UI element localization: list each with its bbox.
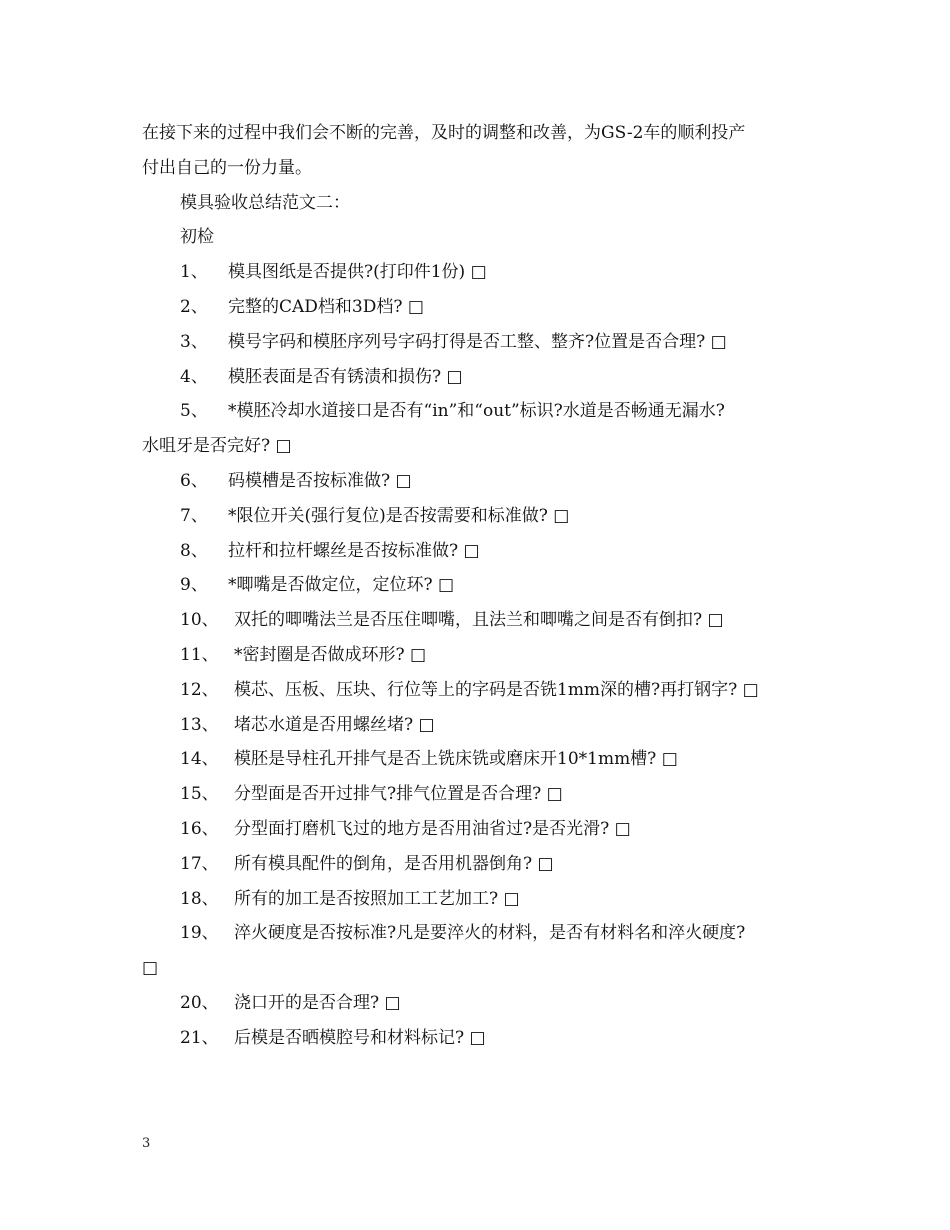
checklist-item: [142, 360, 812, 395]
intro-line-2: 付出自己的一份力量。: [142, 157, 312, 178]
checklist-item: [142, 882, 812, 917]
checklist-item: [142, 916, 812, 951]
checklist-item: [142, 708, 812, 743]
item-number: 11、: [180, 644, 219, 665]
checklist-item-continuation: □: [142, 958, 159, 979]
item-text: 堵芯水道是否用螺丝堵? □: [234, 714, 435, 735]
checklist-item: [142, 255, 812, 290]
checklist-item-continuation: 水咀牙是否完好? □: [142, 436, 292, 457]
item-text: 淬火硬度是否按标准?凡是要淬火的材料，是否有材料名和淬火硬度?: [234, 923, 746, 944]
item-number: 4、: [180, 366, 208, 387]
item-text: 分型面是否开过排气?排气位置是否合理? □: [234, 784, 563, 805]
item-number: 3、: [180, 331, 208, 352]
checklist-item: [142, 603, 812, 638]
checklist-item: [142, 394, 812, 429]
item-text: 后模是否晒模腔号和材料标记? □: [234, 1027, 486, 1048]
checklist-item: [142, 325, 812, 360]
item-text: *唧嘴是否做定位，定位环? □: [228, 575, 455, 596]
checklist-item: [142, 986, 812, 1021]
checklist-item: [142, 1021, 812, 1056]
section-title: 模具验收总结范文二：: [180, 192, 350, 213]
item-number: 13、: [180, 714, 219, 735]
item-number: 16、: [180, 818, 219, 839]
item-number: 1、: [180, 262, 208, 283]
item-number: 5、: [180, 401, 208, 422]
item-number: 2、: [180, 296, 208, 317]
item-text: 模胚是导柱孔开排气是否上铣床铣或磨床开10*1mm槽? □: [234, 749, 678, 770]
item-text: 模具图纸是否提供?(打印件1份) □: [228, 262, 487, 283]
item-text: 浇口开的是否合理? □: [234, 992, 401, 1013]
item-text: 分型面打磨机飞过的地方是否用油省过?是否光滑? □: [234, 818, 631, 839]
item-text: 模号字码和模胚序列号字码打得是否工整、整齐?位置是否合理? □: [228, 331, 727, 352]
subsection-title: 初检: [180, 227, 214, 248]
item-number: 15、: [180, 784, 219, 805]
checklist-item: [142, 847, 812, 882]
item-text: *限位开关(强行复位)是否按需要和标准做? □: [228, 505, 570, 526]
item-text: *密封圈是否做成环形? □: [234, 644, 427, 665]
item-number: 20、: [180, 992, 219, 1013]
item-number: 17、: [180, 853, 219, 874]
checklist-item: [142, 638, 812, 673]
item-text: 码模槽是否按标准做? □: [228, 470, 412, 491]
checklist-item: [142, 812, 812, 847]
intro-line-1: 在接下来的过程中我们会不断的完善，及时的调整和改善，为GS-2车的顺利投产: [142, 123, 746, 143]
checklist: [142, 255, 812, 1055]
item-text: 完整的CAD档和3D档? □: [228, 296, 424, 317]
checklist-item: [142, 742, 812, 777]
item-text: 模胚表面是否有锈渍和损伤? □: [228, 366, 463, 387]
checklist-item: [142, 673, 812, 708]
item-text: 双托的唧嘴法兰是否压住唧嘴，且法兰和唧嘴之间是否有倒扣? □: [234, 610, 724, 631]
item-text: 所有的加工是否按照加工工艺加工? □: [234, 888, 520, 909]
item-text: *模胚冷却水道接口是否有“in”和“out”标识?水道是否畅通无漏水?: [228, 401, 725, 422]
item-number: 12、: [180, 679, 219, 700]
checklist-item: [142, 777, 812, 812]
checklist-item: [142, 499, 812, 534]
item-text: 模芯、压板、压块、行位等上的字码是否铣1mm深的槽?再打钢字? □: [234, 679, 759, 700]
checklist-item: [142, 464, 812, 499]
item-text: 拉杆和拉杆螺丝是否按标准做? □: [228, 540, 480, 561]
item-number: 14、: [180, 749, 219, 770]
item-number: 8、: [180, 540, 208, 561]
item-number: 21、: [180, 1027, 219, 1048]
item-number: 19、: [180, 923, 219, 944]
item-number: 10、: [180, 610, 219, 631]
checklist-item: [142, 568, 812, 603]
checklist-item: [142, 534, 812, 569]
item-number: 6、: [180, 470, 208, 491]
item-number: 7、: [180, 505, 208, 526]
page-number: 3: [142, 1136, 151, 1151]
checklist-item: [142, 290, 812, 325]
document-body: [142, 116, 812, 1056]
item-text: 所有模具配件的倒角，是否用机器倒角? □: [234, 853, 554, 874]
item-number: 9、: [180, 575, 208, 596]
item-number: 18、: [180, 888, 219, 909]
